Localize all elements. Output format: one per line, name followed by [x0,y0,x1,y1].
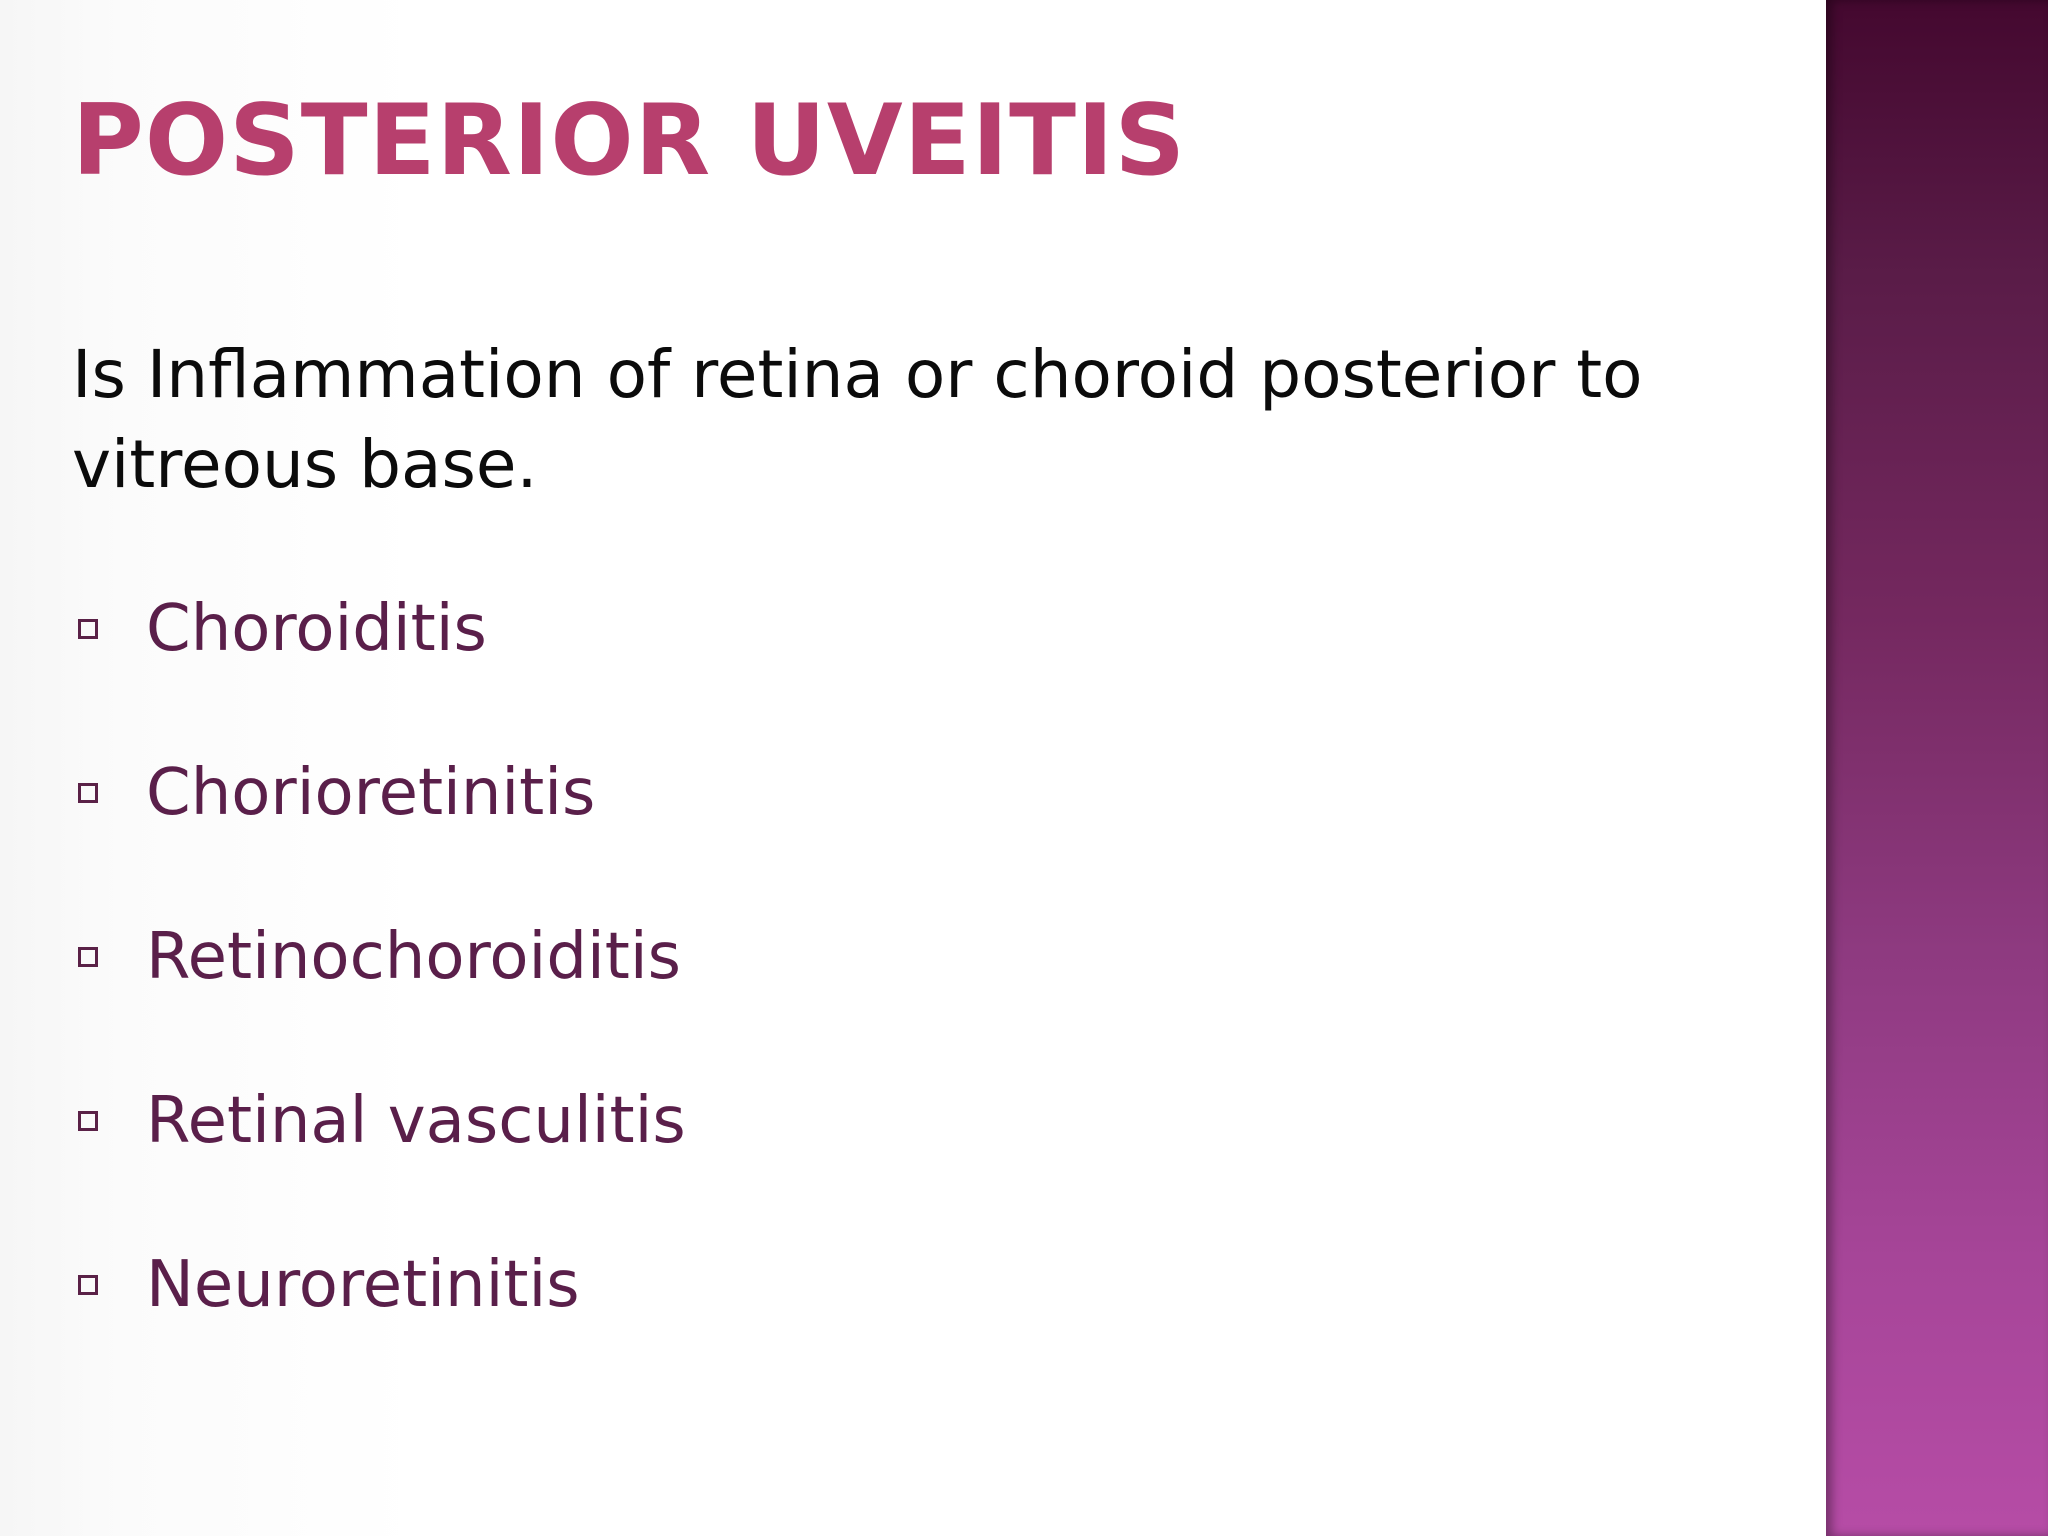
square-bullet-icon [78,783,98,803]
list-item [72,592,686,666]
square-bullet-icon [78,619,98,639]
list-item [72,1084,686,1158]
list-item-label: Choroiditis [146,592,487,666]
list-item-label: Neuroretinitis [146,1248,580,1322]
decorative-side-band [1826,0,2048,1536]
bullet-list [72,592,686,1416]
list-item [72,1248,686,1322]
list-item [72,756,686,830]
list-item [72,920,686,994]
square-bullet-icon [78,947,98,967]
slide-title: POSTERIOR UVEITIS [72,84,1187,198]
list-item-label: Retinal vasculitis [146,1084,686,1158]
list-item-label: Chorioretinitis [146,756,596,830]
intro-text: Is Inflammation of retina or choroid posterior to vitreous base. [72,336,1643,503]
square-bullet-icon [78,1111,98,1131]
list-item-label: Retinochoroiditis [146,920,681,994]
square-bullet-icon [78,1275,98,1295]
